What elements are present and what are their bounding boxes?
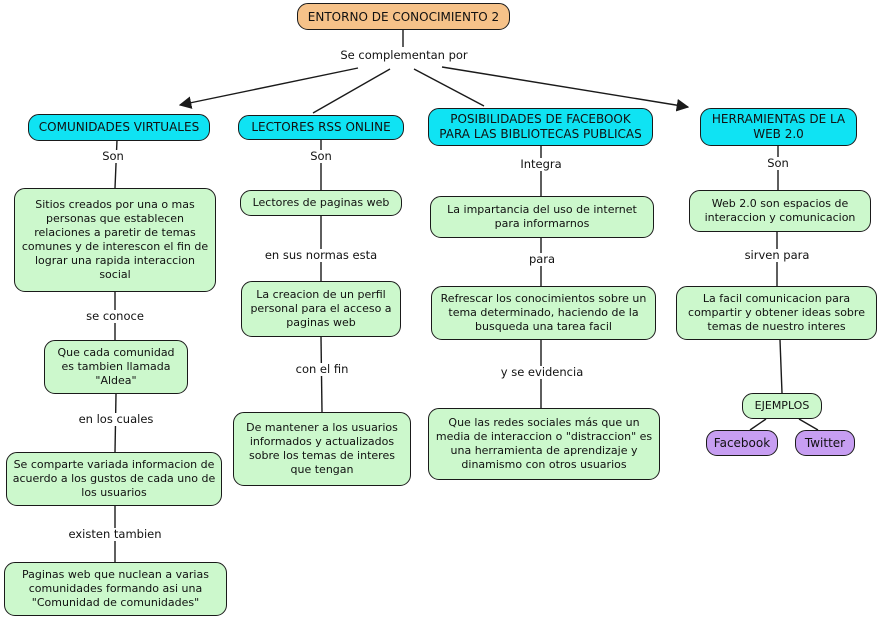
link-label-en-los-cuales[interactable]: en los cuales xyxy=(75,413,158,426)
concept-comunidad-de-comunidades[interactable]: Paginas web que nuclean a varias comunidades formando asi una "Comunidad de comunidades" xyxy=(4,562,227,616)
concept-lectores-paginas-web[interactable]: Lectores de paginas web xyxy=(240,190,402,216)
concept-web20-espacios[interactable]: Web 2.0 son espacios de interaccion y comunicacion xyxy=(689,190,871,232)
link-label-en-sus-normas[interactable]: en sus normas esta xyxy=(261,249,381,262)
link-label-sirven-para[interactable]: sirven para xyxy=(741,249,814,262)
line-root-to-herramientas xyxy=(442,67,688,107)
line-b4-3 xyxy=(780,340,782,393)
header-herramientas-web20[interactable]: HERRAMIENTAS DE LA WEB 2.0 xyxy=(700,108,857,146)
line-root-to-facebook xyxy=(414,69,484,106)
example-twitter[interactable]: Twitter xyxy=(795,430,855,456)
link-label-son-2[interactable]: Son xyxy=(306,150,336,163)
link-label-son-3[interactable]: Son xyxy=(763,157,793,170)
concept-refrescar-conocimientos[interactable]: Refrescar los conocimientos sobre un tema determinado, haciendo de la busqueda una tarea facil xyxy=(431,286,656,340)
node-ejemplos[interactable]: EJEMPLOS xyxy=(742,393,822,419)
concept-sitios-creados[interactable]: Sitios creados por una o mas personas que establecen relaciones a paretir de temas comunes y de interescon el fin de lograr una rapida interaccion social xyxy=(14,188,216,292)
line-root-to-comunidades xyxy=(180,68,358,105)
header-posibilidades-facebook[interactable]: POSIBILIDADES DE FACEBOOK PARA LAS BIBLIOTECAS PUBLICAS xyxy=(428,108,653,146)
link-label-se-conoce[interactable]: se conoce xyxy=(82,310,148,323)
concept-aldea[interactable]: Que cada comunidad es tambien llamada "Aldea" xyxy=(44,340,188,394)
concept-mantener-usuarios[interactable]: De mantener a los usuarios informados y actualizados sobre los temas de interes que tengan xyxy=(233,412,411,486)
header-comunidades-virtuales[interactable]: COMUNIDADES VIRTUALES xyxy=(28,114,210,141)
link-label-son-1[interactable]: Son xyxy=(98,150,128,163)
concept-comparte-informacion[interactable]: Se comparte variada informacion de acuerdo a los gustos de cada uno de los usuarios xyxy=(6,452,222,506)
concept-redes-sociales[interactable]: Que las redes sociales más que un media de interaccion o "distraccion" es una herramienta de aprendizaje y dinamismo con otros usuarios xyxy=(428,408,660,480)
line-b1-1 xyxy=(115,140,117,188)
header-lectores-rss[interactable]: LECTORES RSS ONLINE xyxy=(238,115,404,140)
concept-facil-comunicacion[interactable]: La facil comunicacion para compartir y obtener ideas sobre temas de nuestro interes xyxy=(676,286,877,340)
root-link-label[interactable]: Se complementan por xyxy=(336,49,471,62)
root-topic[interactable]: ENTORNO DE CONOCIMIENTO 2 xyxy=(297,3,510,30)
concept-impartancia-internet[interactable]: La impartancia del uso de internet para informarnos xyxy=(430,196,654,238)
concept-creacion-perfil[interactable]: La creacion de un perfil personal para el acceso a paginas web xyxy=(241,281,401,337)
link-label-y-se-evidencia[interactable]: y se evidencia xyxy=(497,366,588,379)
link-label-integra[interactable]: Integra xyxy=(516,158,565,171)
example-facebook[interactable]: Facebook xyxy=(706,430,778,456)
link-label-para[interactable]: para xyxy=(525,253,559,266)
line-ejemplos-facebook xyxy=(750,419,766,430)
line-ejemplos-twitter xyxy=(799,419,818,430)
link-label-con-el-fin[interactable]: con el fin xyxy=(292,363,353,376)
link-label-existen-tambien[interactable]: existen tambien xyxy=(64,528,165,541)
